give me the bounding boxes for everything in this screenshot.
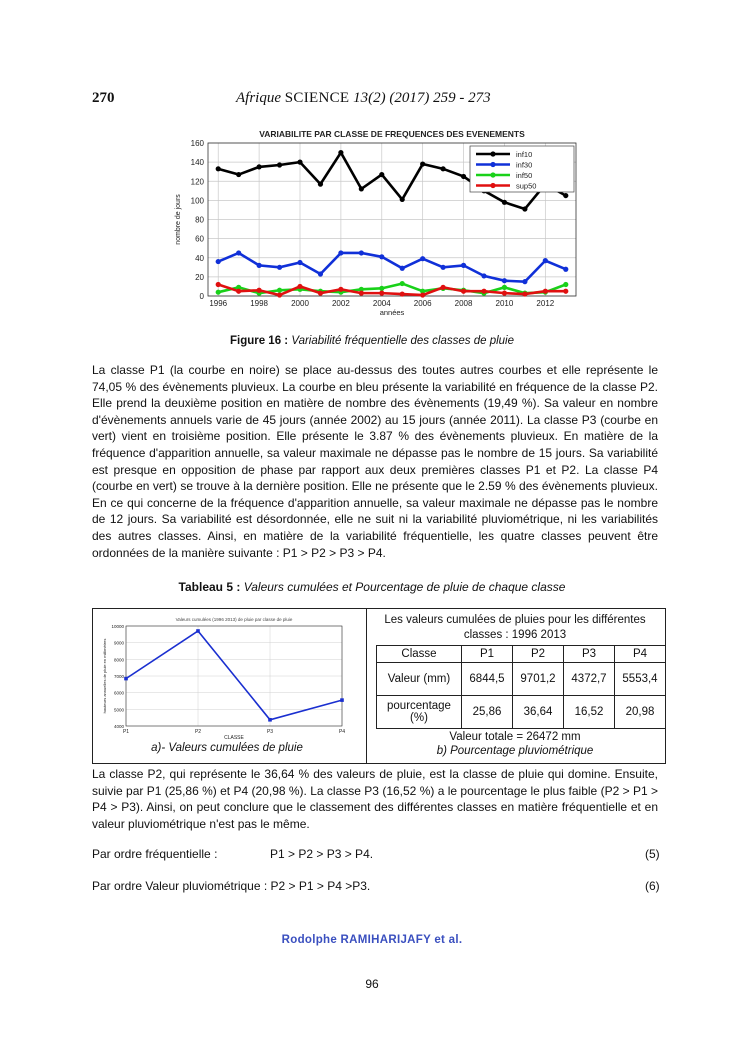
journal-name: SCIENCE <box>284 90 350 106</box>
data-point-sup50 <box>543 289 548 294</box>
data-point-inf30 <box>563 267 568 272</box>
y-tick-label: 80 <box>195 215 204 225</box>
x-tick-label: 2004 <box>372 299 391 308</box>
data-point-inf30 <box>338 250 343 255</box>
x-tick-label: 2006 <box>413 299 432 308</box>
header-cell: P1 <box>462 646 513 663</box>
table-cell: 16,52 <box>564 696 615 729</box>
header-cell: P4 <box>615 646 666 663</box>
chart-a-caption: a)- Valeurs cumulées de pluie <box>151 742 303 754</box>
data-point-inf10 <box>420 161 425 166</box>
journal-header <box>236 90 491 107</box>
data-point-inf10 <box>461 174 466 179</box>
data-point-inf30 <box>359 250 364 255</box>
data-point-inf10 <box>359 186 364 191</box>
footer-page-number: 96 <box>365 977 379 991</box>
data-point-sup50 <box>318 291 323 296</box>
x-tick-label: 2000 <box>291 299 309 308</box>
data-point-sup50 <box>563 289 568 294</box>
x-axis-label: CLASSE <box>224 735 244 741</box>
table-cell: 36,64 <box>513 696 564 729</box>
data-point-inf10 <box>318 182 323 187</box>
data-point-inf10 <box>297 160 302 165</box>
legend-label: inf10 <box>516 150 533 159</box>
data-point-sup50 <box>441 285 446 290</box>
cumulative-rain-chart <box>96 612 360 742</box>
data-point-inf30 <box>441 265 446 270</box>
table-cell: 6844,5 <box>462 663 513 696</box>
data-point-inf10 <box>216 166 221 171</box>
table-row <box>377 696 666 729</box>
x-tick-label: 1998 <box>250 299 269 308</box>
data-point-sup50 <box>359 291 364 296</box>
table-title: Les valeurs cumulées de pluies pour les différentes classes : 1996 2013 <box>384 614 646 641</box>
data-point <box>268 718 272 722</box>
data-point-sup50 <box>522 291 527 296</box>
data-point-inf10 <box>502 200 507 205</box>
data-point-inf10 <box>563 193 568 198</box>
y-tick-label: 6000 <box>113 690 124 696</box>
data-point-inf50 <box>563 282 568 287</box>
data-point <box>124 677 128 681</box>
table-cell: 20,98 <box>615 696 666 729</box>
header-cell: Classe <box>377 646 462 663</box>
cumulative-values-table <box>376 645 666 729</box>
legend-label: sup50 <box>516 181 537 191</box>
table-total: Valeur totale = 26472 mm <box>449 731 581 743</box>
table-caption-text: Valeurs cumulées et Pourcentage de pluie de chaque classe <box>243 580 566 594</box>
frequency-variability-chart <box>168 128 588 318</box>
data-point-inf10 <box>257 164 262 169</box>
equation-2-label: Par ordre Valeur pluviométrique : P2 > P1 > P4 >P3. <box>92 879 371 893</box>
x-tick-label: P1 <box>122 729 130 735</box>
data-point-inf10 <box>400 197 405 202</box>
paragraph-2: La classe P2, qui représente le 36,64 % des valeurs de pluie, est la classe de pluie qui domine. Ensuite, suivie par P1 (25,86 %) et P4 (20,98 %). La classe P3 (16,52 %) a le pourcentage le plus faible (P2 > P1 > P4 > P3). Ainsi, on peut conclure que le classement des différentes classes en matière fréquentielle et en valeur pluviométrique n'est pas le même. <box>92 767 658 831</box>
data-point-sup50 <box>481 289 486 294</box>
data-point-inf30 <box>379 254 384 259</box>
data-point-inf30 <box>400 266 405 271</box>
series-line-inf30 <box>218 253 566 282</box>
journal-issue: 13(2) (2017) 259 - 273 <box>353 90 491 106</box>
table-cell: 9701,2 <box>513 663 564 696</box>
x-axis-label: années <box>379 308 405 317</box>
y-tick-label: 9000 <box>113 640 124 646</box>
data-point <box>196 629 200 633</box>
table-divider <box>366 608 367 764</box>
table-caption <box>0 580 744 594</box>
data-point-inf10 <box>236 172 241 177</box>
y-tick-label: 5000 <box>113 707 124 713</box>
data-point-sup50 <box>379 291 384 296</box>
y-tick-label: 60 <box>195 234 204 244</box>
y-tick-label: 8000 <box>113 657 124 663</box>
data-point-inf10 <box>379 172 384 177</box>
data-point <box>340 698 344 702</box>
table-caption-label: Tableau 5 : <box>178 580 241 594</box>
data-point-inf10 <box>441 166 446 171</box>
legend-marker-inf50 <box>490 172 495 177</box>
chart-title: Valeurs cumulées (1996 2013) de pluie par classe de pluie <box>175 617 293 622</box>
data-point-inf50 <box>502 285 507 290</box>
y-tick-label: 100 <box>190 196 204 206</box>
data-point-inf50 <box>277 288 282 293</box>
data-point-sup50 <box>236 289 241 294</box>
figure-caption-label: Figure 16 : <box>229 335 289 347</box>
data-point-inf30 <box>543 258 548 263</box>
x-tick-label: P4 <box>338 729 346 735</box>
y-tick-label: 10000 <box>111 624 124 629</box>
table-row <box>377 663 666 696</box>
header-cell: P3 <box>564 646 615 663</box>
row-label: Valeur (mm) <box>377 663 462 696</box>
data-point-inf30 <box>297 260 302 265</box>
y-tick-label: 160 <box>190 139 204 148</box>
y-tick-label: 0 <box>199 292 204 301</box>
y-tick-label: 7000 <box>113 674 124 679</box>
data-point-inf30 <box>420 256 425 261</box>
data-point-inf10 <box>338 150 343 155</box>
data-point-inf30 <box>216 259 221 264</box>
data-point-sup50 <box>420 292 425 297</box>
x-tick-label: 2008 <box>454 299 473 308</box>
equation-2-number: (6) <box>645 879 660 893</box>
data-point-sup50 <box>400 291 405 296</box>
legend-marker-inf10 <box>490 151 495 156</box>
y-tick-label: 20 <box>195 272 204 282</box>
figure-caption <box>0 335 744 347</box>
chart-title: VARIABILITE PAR CLASSE DE FREQUENCES DES EVENEMENTS <box>259 129 525 139</box>
y-tick-label: 40 <box>195 253 204 263</box>
legend-marker-inf30 <box>490 162 495 167</box>
page-number: 270 <box>92 90 115 106</box>
data-point-sup50 <box>338 287 343 292</box>
data-point-sup50 <box>461 289 466 294</box>
y-tick-label: 120 <box>190 177 204 187</box>
table-cell: 4372,7 <box>564 663 615 696</box>
x-tick-label: 2010 <box>495 299 514 308</box>
data-point-inf50 <box>400 281 405 286</box>
data-point-inf30 <box>318 271 323 276</box>
equation-1-number: (5) <box>645 847 660 861</box>
row-label: pourcentage (%) <box>377 696 462 729</box>
data-point-inf30 <box>277 265 282 270</box>
data-point-sup50 <box>216 282 221 287</box>
x-tick-label: 1996 <box>209 299 228 308</box>
legend-marker-sup50 <box>490 183 495 188</box>
authors: Rodolphe RAMIHARIJAFY et al. <box>281 934 463 946</box>
data-point-inf30 <box>502 278 507 283</box>
header-cell: P2 <box>513 646 564 663</box>
journal-italic: Afrique <box>236 90 281 106</box>
equation-1-label: Par ordre fréquentielle : <box>92 847 218 861</box>
y-tick-label: 140 <box>190 158 204 168</box>
x-tick-label: P3 <box>266 729 274 735</box>
data-point-inf30 <box>481 273 486 278</box>
data-point-inf50 <box>379 286 384 291</box>
x-tick-label: P2 <box>194 729 202 735</box>
data-point-sup50 <box>502 291 507 296</box>
table-b-caption: b) Pourcentage pluviométrique <box>436 745 594 757</box>
data-point-inf10 <box>277 162 282 167</box>
data-point-inf50 <box>216 290 221 295</box>
x-tick-label: 2012 <box>536 299 555 308</box>
legend-label: inf30 <box>516 160 533 170</box>
data-point-sup50 <box>297 284 302 289</box>
data-point-inf30 <box>236 250 241 255</box>
table-header-row <box>377 646 666 663</box>
y-tick-label: 4000 <box>113 724 124 729</box>
x-tick-label: 2002 <box>331 299 350 308</box>
data-point-sup50 <box>257 288 262 293</box>
data-point-inf30 <box>461 263 466 268</box>
legend-label: inf50 <box>516 171 533 180</box>
figure-caption-text: Variabilité fréquentielle des classes de pluie <box>291 335 515 347</box>
data-point-sup50 <box>277 292 282 297</box>
data-point-inf30 <box>522 279 527 284</box>
y-axis-label: hauteurs annuelles de pluie en millimètres <box>102 638 107 714</box>
data-point-inf10 <box>522 206 527 211</box>
y-axis-label: nombre de jours <box>175 194 182 245</box>
cumulative-line <box>126 631 342 720</box>
table-cell: 25,86 <box>462 696 513 729</box>
data-point-inf30 <box>257 263 262 268</box>
table-cell: 5553,4 <box>615 663 666 696</box>
paragraph-1: La classe P1 (la courbe en noire) se place au-dessus des toutes autres courbes et elle représente le 74,05 % des évènements pluvieux. La courbe en bleu présente la variabilité en fréquence de la classe P2. Elle prend la deuxième position en matière de nombre des évènements (19,49 %). Sa valeur en nombre d'évènements annuels varie de 45 jours (année 2002) au 15 jours (année 2011). La classe P3 (courbe en vert) vient en troisième position. Elle présente le 3.87 % des évènements pluvieux. En matière de la fréquence d'apparition annuelle, sa valeur maximale ne dépasse pas le nombre de 15 jours. Sa variabilité est presque en opposition de phase par rapport aux deux premières classes P1 et P2. La classe P4 (courbe en vert) se trouve à la dernière position. Elle ne présente que le 2.59 % des évènements pluvieux. En ce qui concerne de la fréquence d'apparition annuelle, sa valeur maximale ne dépasse pas le nombre de 12 jours. Sa variabilité est désordonnée, elle ne suit ni la variabilité pluviométrique, ni les variabilités des autres classes. Ainsi, en matière de la variabilité fréquentielle, les quatre classes peuvent être ordonnées de la manière suivante : P1 > P2 > P3 > P4. <box>92 363 658 560</box>
equation-1-order: P1 > P2 > P3 > P4. <box>270 847 374 861</box>
